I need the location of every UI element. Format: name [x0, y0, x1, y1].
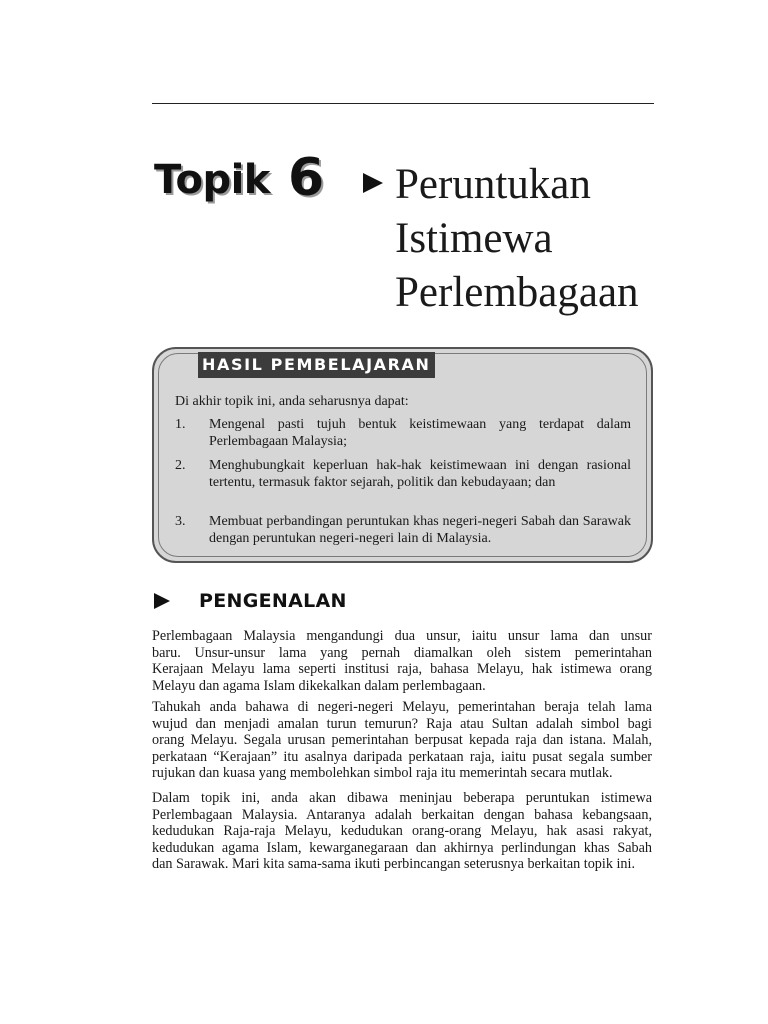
topic-title-line: Perlembagaan — [395, 269, 639, 316]
learning-outcome-text: Mengenal pasti tujuh bentuk keistimewaan yang terdapat dalam Perlembagaan Malaysia; — [209, 417, 631, 449]
paragraph-line: baru. Unsur-unsur lama yang pernah diamalkan oleh sistem pemerintahan — [152, 644, 652, 661]
intro-paragraph — [152, 699, 652, 782]
paragraph-line: Perlembagaan Malaysia mengandungi dua unsur, iaitu unsur lama dan unsur — [152, 628, 652, 644]
intro-paragraph — [152, 790, 652, 873]
paragraph-line: wujud dan menjadi amalan turun temurun? Raja atau Sultan adalah simbol bagi — [152, 715, 652, 732]
learning-outcome-number: 3. — [175, 514, 186, 529]
learning-outcome-item — [175, 458, 631, 491]
topic-title-line: Peruntukan — [395, 161, 591, 208]
paragraph-line: kedudukan agama Islam, kewarganegaraan dan akhirnya perlindungan khas Sabah — [152, 839, 652, 856]
section-heading: PENGENALAN — [199, 590, 347, 612]
learning-outcome-text: Menghubungkait keperluan hak-hak keistimewaan ini dengan rasional tertentu, termasuk faktor sejarah, politik dan kebudayaan; dan — [209, 458, 631, 490]
learning-outcome-item — [175, 417, 631, 450]
paragraph-line: Melayu dan agama Islam dikekalkan dalam perlembagaan. — [152, 677, 486, 694]
learning-outcome-text: Membuat perbandingan peruntukan khas negeri-negeri Sabah dan Sarawak dengan peruntukan negeri-negeri lain di Malaysia. — [209, 514, 631, 546]
paragraph-line: rujukan dan kuasa yang membolehkan simbol raja itu memerintah secara mutlak. — [152, 765, 613, 782]
intro-paragraph — [152, 628, 652, 694]
learning-outcomes-heading: HASIL PEMBELAJARAN — [198, 352, 435, 378]
paragraph-line: Kerajaan Melayu lama seperti institusi raja, bahasa Melayu, hak istimewa orang — [152, 661, 652, 678]
header-rule — [152, 103, 654, 104]
paragraph-line: kedudukan Raja-raja Melayu, kedudukan orang-orang Melayu, hak asasi rakyat, — [152, 823, 652, 840]
learning-outcome-item — [175, 514, 631, 547]
paragraph-line: orang Melayu. Segala urusan pemerintahan berpusat kepada raja dan istana. Malah, — [152, 732, 652, 749]
topic-title — [395, 158, 755, 320]
paragraph-line: Dalam topik ini, anda akan dibawa meninjau beberapa peruntukan istimewa — [152, 790, 652, 806]
play-arrow-icon — [363, 173, 383, 193]
learning-outcome-number: 1. — [175, 417, 186, 432]
learning-outcome-number: 2. — [175, 458, 186, 473]
paragraph-line: dan Sarawak. Mari kita sama-sama ikuti perbincangan seterusnya berkaitan topik ini. — [152, 856, 636, 873]
topic-label: Topik — [154, 157, 270, 203]
paragraph-line: Tahukah anda bahawa di negeri-negeri Melayu, pemerintahan beraja telah lama — [152, 699, 652, 715]
topic-number: 6 — [288, 148, 325, 208]
section-arrow-icon — [154, 593, 170, 609]
learning-outcomes-intro: Di akhir topik ini, anda seharusnya dapat: — [175, 394, 409, 409]
paragraph-line: perkataan “Kerajaan” itu asalnya daripada perkataan raja, iaitu pusat segala sumber — [152, 748, 652, 765]
topic-title-line: Istimewa — [395, 215, 553, 262]
paragraph-line: Perlembagaan Malaysia. Antaranya adalah berkaitan dengan bahasa kebangsaan, — [152, 806, 652, 823]
